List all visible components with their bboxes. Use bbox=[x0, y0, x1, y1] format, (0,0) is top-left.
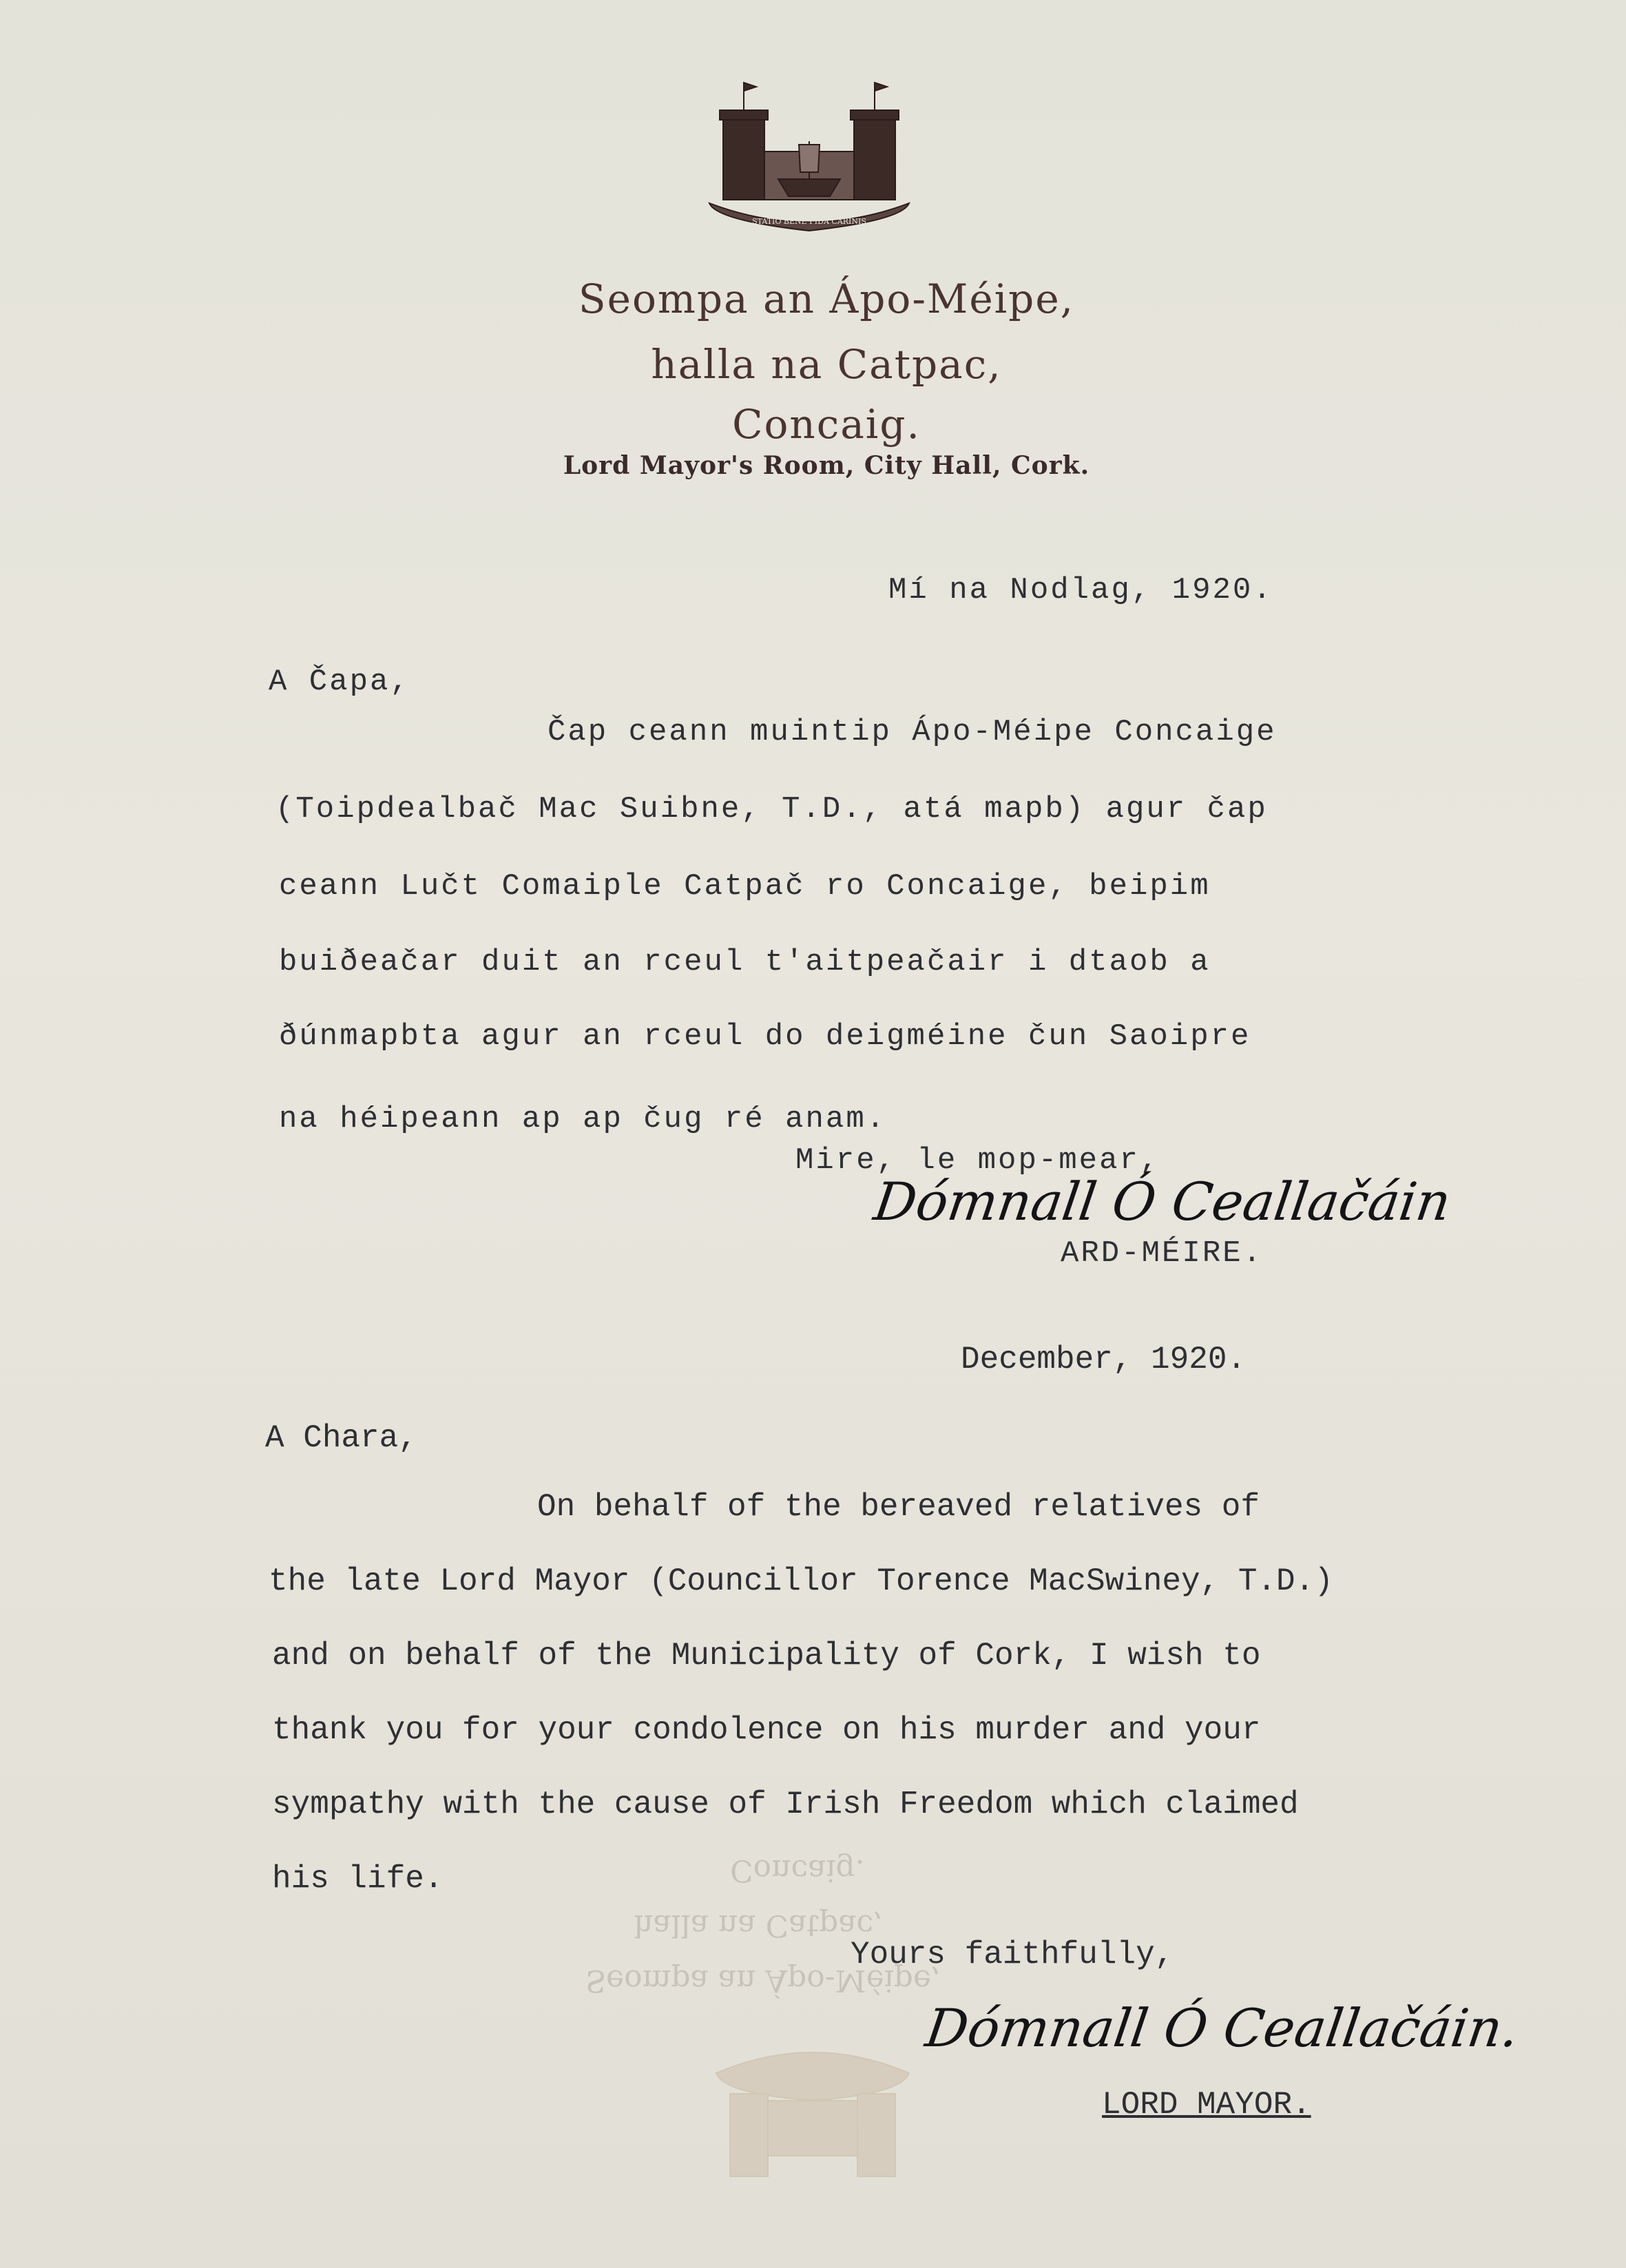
irish-date: Mí na Nodlag, 1920. bbox=[888, 573, 1273, 607]
irish-salutation: A Čapa, bbox=[269, 665, 410, 699]
irish-title: ARD-MÉIRE. bbox=[1061, 1236, 1264, 1271]
irish-body-line-2: (Toipdealbač Mac Suibne, T.D., atá mapb) agur čap bbox=[275, 792, 1268, 826]
showthrough-crest-icon bbox=[702, 2032, 923, 2197]
english-body-line-1: On behalf of the bereaved relatives of bbox=[537, 1489, 1260, 1525]
english-body-line-6: his life. bbox=[272, 1861, 444, 1897]
irish-body-line-1: Čap ceann muintip Ápo-Méipe Concaige bbox=[548, 715, 1277, 749]
irish-closing: Mire, le mop-mear, bbox=[795, 1143, 1160, 1178]
english-title: LORD MAYOR. bbox=[1102, 2087, 1311, 2123]
showthrough-line-1: Concaig. bbox=[730, 1853, 865, 1888]
irish-body-line-4: buiðeačar duit an rceul t'aitpeačair i dtaob a bbox=[279, 945, 1211, 979]
irish-signature: Dómnall Ó Ceallačáin bbox=[870, 1171, 1455, 1232]
english-closing: Yours faithfully, bbox=[851, 1937, 1174, 1973]
showthrough-line-3: Seompa an Ápo-Méipe, bbox=[585, 1963, 941, 1998]
english-salutation: A Chara, bbox=[265, 1420, 417, 1456]
english-body-line-3: and on behalf of the Municipality of Cork, I wish to bbox=[272, 1638, 1261, 1674]
showthrough-line-2: halla na Catpac, bbox=[634, 1908, 884, 1943]
english-signature: Dómnall Ó Ceallačáin. bbox=[921, 1997, 1523, 2059]
cork-crest-icon bbox=[696, 76, 923, 241]
english-body-line-2: the late Lord Mayor (Councillor Torence MacSwiney, T.D.) bbox=[269, 1563, 1333, 1599]
irish-body-line-6: na héipeann ap ap čug ré anam. bbox=[279, 1102, 887, 1136]
irish-body-line-3: ceann Lučt Comaiple Catpač ro Concaige, beipim bbox=[279, 869, 1211, 904]
english-body-line-4: thank you for your condolence on his murder and your bbox=[272, 1712, 1261, 1748]
letterhead-line-1: Seompa an Ápo-Méipe, bbox=[578, 275, 1075, 322]
english-body-line-5: sympathy with the cause of Irish Freedom which claimed bbox=[272, 1787, 1299, 1822]
english-date: December, 1920. bbox=[961, 1342, 1247, 1377]
irish-body-line-5: ðúnmapbta agur an rceul do deigméine čun Saoipre bbox=[279, 1019, 1251, 1054]
letterhead-line-3: Concaig. bbox=[732, 401, 921, 448]
letterhead-english: Lord Mayor's Room, City Hall, Cork. bbox=[563, 451, 1090, 480]
crest-motto: STATIO BENE FIDA CARINIS bbox=[752, 217, 866, 226]
letterhead-line-2: halla na Catpac, bbox=[651, 341, 1002, 388]
